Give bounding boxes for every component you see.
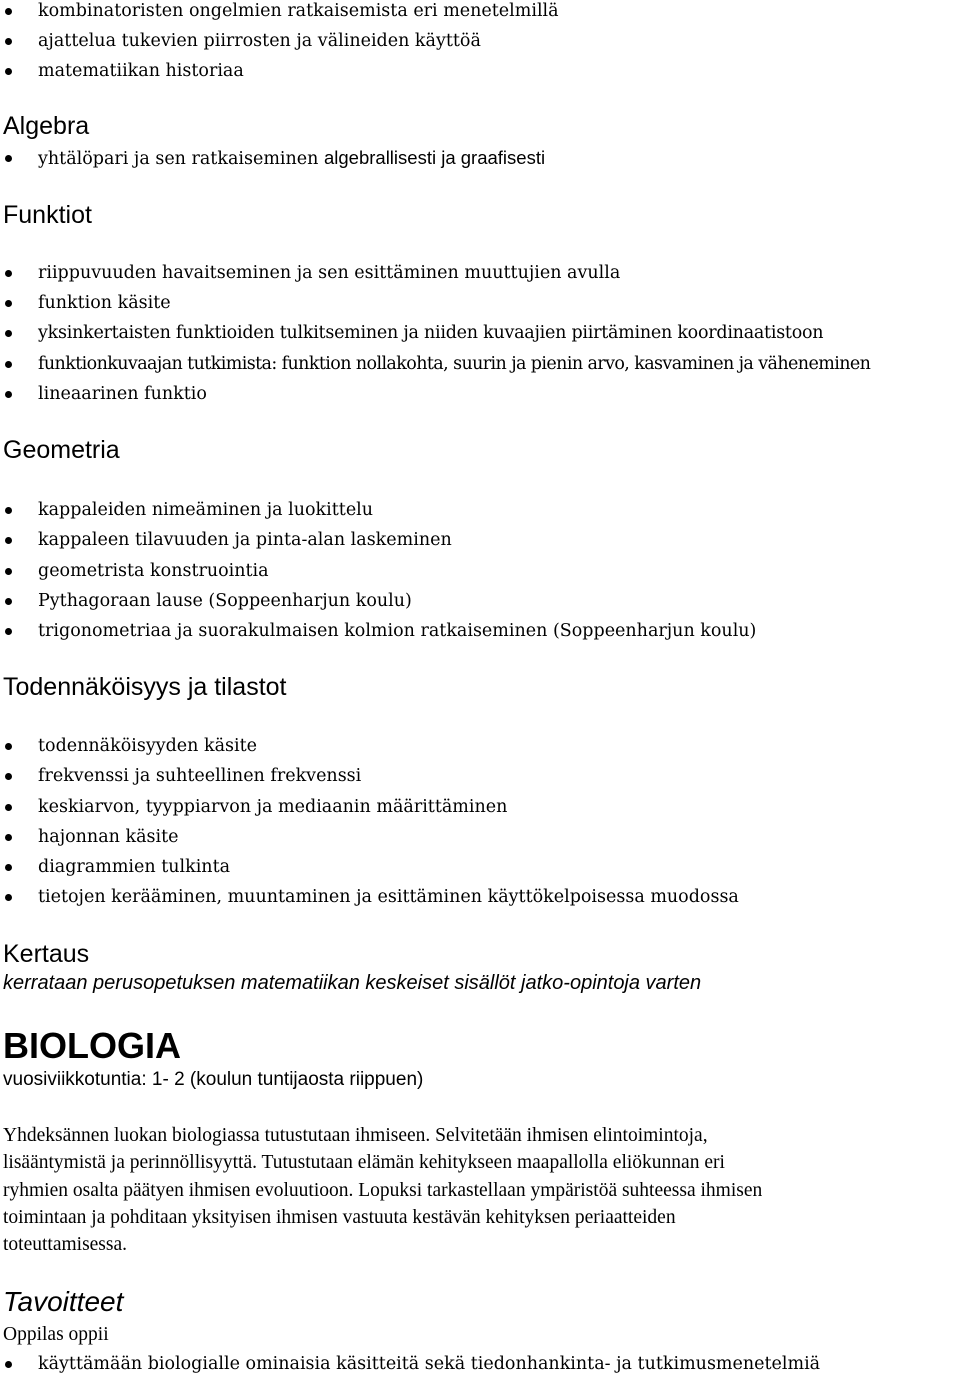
bullet-icon xyxy=(5,68,12,75)
geometria-heading: Geometria xyxy=(3,436,120,464)
bullet-icon xyxy=(5,537,12,544)
bullet-icon xyxy=(5,864,12,871)
bullet-icon xyxy=(5,361,12,368)
bullet-icon xyxy=(5,743,12,750)
algebra-heading: Algebra xyxy=(3,112,90,140)
tavoitteet-heading: Tavoitteet xyxy=(3,1286,124,1317)
bullet-icon xyxy=(5,598,12,605)
kertaus-text: kerrataan perusopetuksen matematiikan keskeiset sisällöt jatko-opintoja varten xyxy=(3,972,702,994)
bullet-icon xyxy=(5,628,12,635)
bullet-icon xyxy=(5,568,12,575)
bullet-icon xyxy=(5,773,12,780)
bullet-icon xyxy=(5,507,12,514)
bullet-icon xyxy=(5,330,12,337)
bullet-icon xyxy=(5,38,12,45)
document-page: kombinatoristen ongelmien ratkaisemista eri menetelmillä ajattelua tukevien piirrosten ja välineiden käyttöä matematiikan historiaa Algebra yhtälöpari ja sen ratkaiseminen algebrallisesti ja graafisesti Funktiot riippuvuuden havaitseminen ja sen esittäminen muuttujien avulla funktion käsite yksinkertaisten funktioiden tulkitseminen ja niiden kuvaajien piirtäminen koordinaatistoon funktionkuvaajan tutkimista: funktion nollakohta, suurin ja pienin arvo, kasvaminen ja väheneminen lineaarinen funktio Geometria kappaleiden nimeäminen ja luokittelu kappaleen tilavuuden ja pinta-alan laskeminen geometrista konstruointia Pythagoraan lause (Soppeenharjun koulu) trigonometriaa ja suorakulmaisen kolmion ratkaiseminen (Soppeenharjun koulu) Todennäköisyys ja tilastot todennäköisyyden käsite frekvenssi ja suhteellinen frekvenssi keskiarvon, tyyppiarvon ja mediaanin määrittäminen hajonnan käsite diagrammien tulkinta tietojen kerääminen, muuntaminen ja esittäminen käyttökelpoisessa muodossa Kertaus kerrataan perusopetuksen matematiikan keskeiset sisällöt jatko-opintoja varten BIOLOGIA vuosiviikkotuntia: 1- 2 (koulun tuntijaosta riippuen) Yhdeksännen luokan biologiassa tutustutaan ihmiseen. Selvitetään ihmisen elintoimintoja, lisääntymistä ja perinnöllisyyttä. Tutustutaan elämän kehitykseen maapallolla eliökunnan eri ryhmien osalta päätyen ihmisen evoluutioon. Lopuksi tarkastellaan ympäristöä suhteessa ihmisen toimintaan ja pohditaan yksityisen ihmisen vastuuta kestävän kehityksen periaatteiden toteuttamisessa. Tavoitteet Oppilas oppii käyttämään biologialle ominaisia käsitteitä sekä tiedonhankinta- ja tutkimusmenetelmiä xyxy=(0,0,960,1379)
bullet-icon xyxy=(5,894,12,901)
biologia-subtitle: vuosiviikkotuntia: 1- 2 (koulun tuntijaosta riippuen) xyxy=(3,1069,424,1090)
bullet-icon xyxy=(5,391,12,398)
paragraph-line: toimintaan ja pohditaan yksityisen ihmisen vastuuta kestävän kehityksen periaatteiden xyxy=(3,1206,676,1228)
paragraph-line: lisääntymistä ja perinnöllisyyttä. Tutustutaan elämän kehitykseen maapallolla eliökunnan eri xyxy=(3,1152,725,1174)
bullet-icon xyxy=(5,8,12,15)
bullet-icon xyxy=(5,300,12,307)
biologia-title: BIOLOGIA xyxy=(3,1025,181,1066)
oppilas-oppii-text: Oppilas oppii xyxy=(3,1324,109,1345)
bullet-icon xyxy=(5,1361,12,1368)
funktiot-heading: Funktiot xyxy=(3,201,92,229)
bullet-icon xyxy=(5,270,12,277)
biologia-paragraph xyxy=(3,1122,948,1258)
kertaus-heading: Kertaus xyxy=(3,940,90,968)
todennakoisyys-heading: Todennäköisyys ja tilastot xyxy=(3,673,287,701)
bullet-icon xyxy=(5,834,12,841)
paragraph-line: toteuttamisessa. xyxy=(3,1234,128,1256)
bullet-icon xyxy=(5,155,12,162)
bullet-icon xyxy=(5,804,12,811)
paragraph-line: ryhmien osalta päätyen ihmisen evoluutioon. Lopuksi tarkastellaan ympäristöä suhteessa ihmisen xyxy=(3,1179,763,1201)
paragraph-line: Yhdeksännen luokan biologiassa tutustutaan ihmiseen. Selvitetään ihmisen elintoimintoja, xyxy=(3,1125,708,1146)
